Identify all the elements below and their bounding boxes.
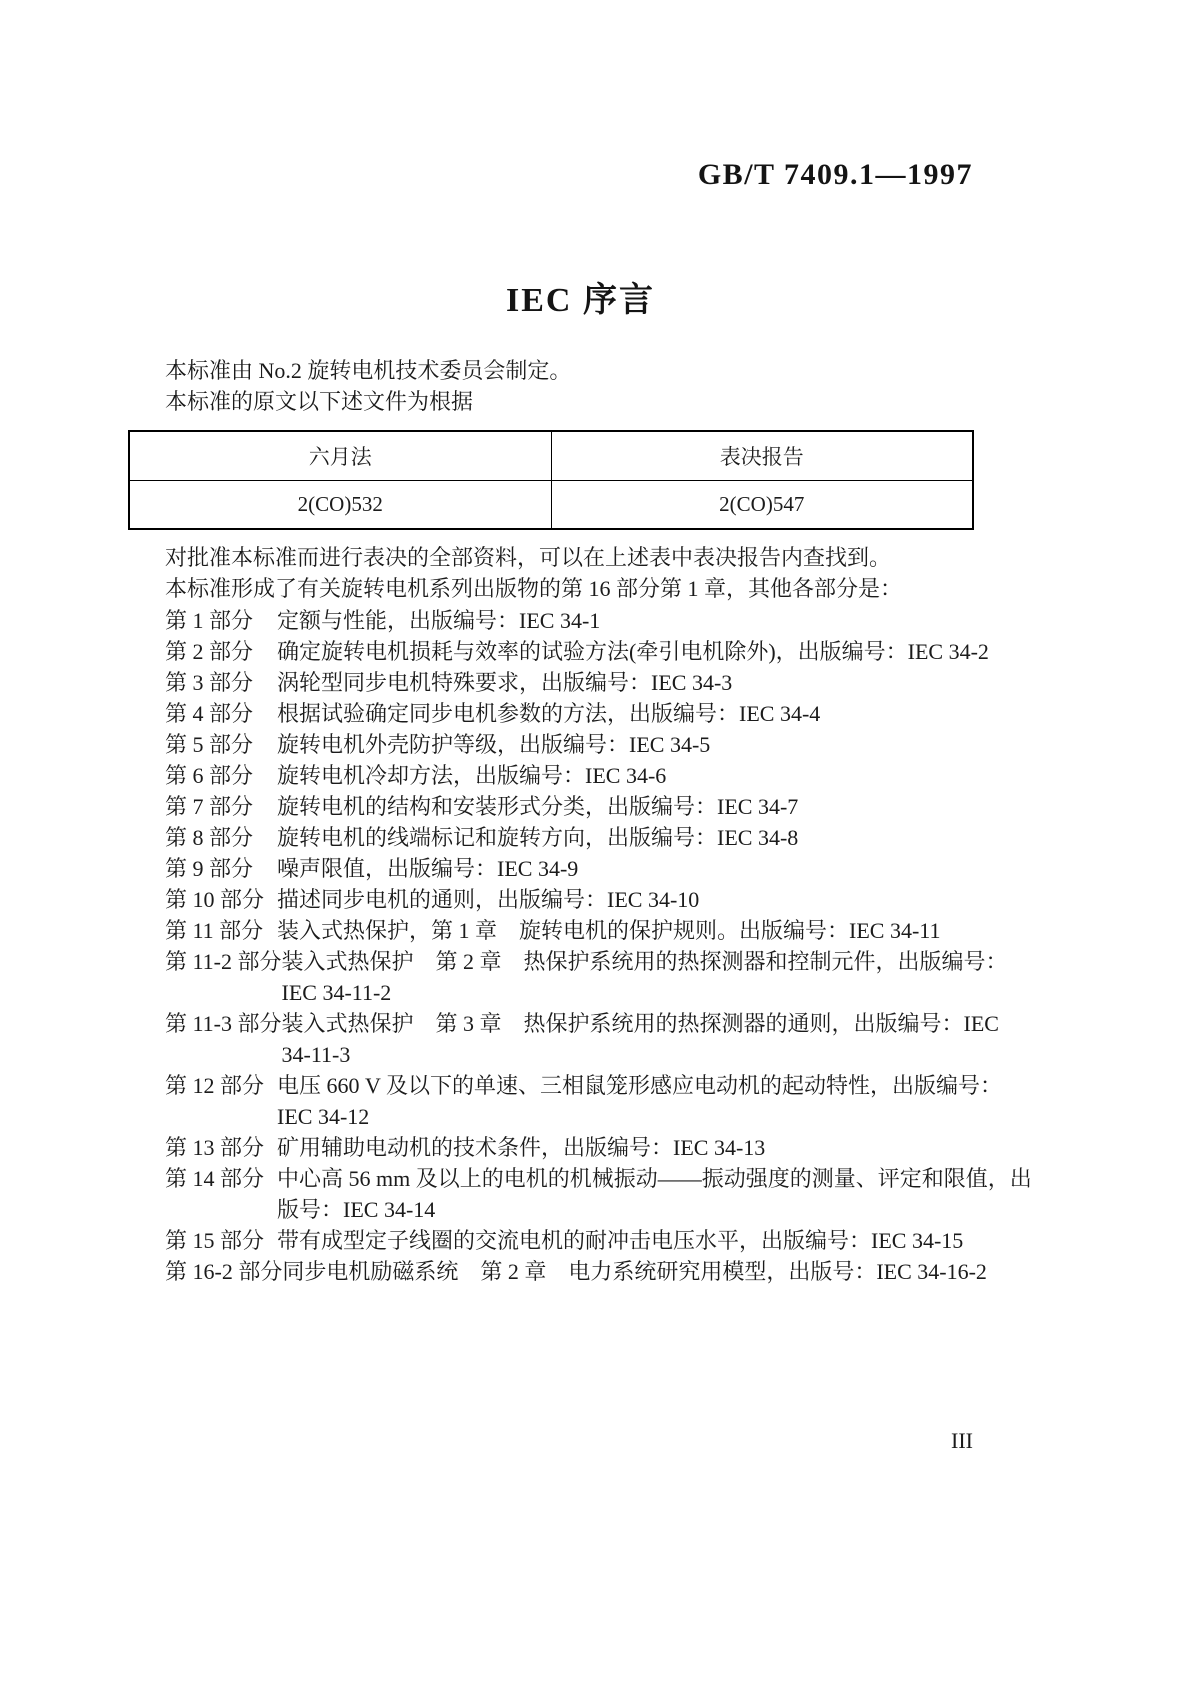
table-header-cell: 表决报告: [551, 431, 973, 480]
list-item: [128, 946, 1033, 1008]
part-text: 旋转电机的线端标记和旋转方向，出版编号：IEC 34-8: [277, 825, 799, 850]
intro-paragraph-2: 本标准的原文以下述文件为根据: [165, 389, 474, 414]
part-text: 旋转电机冷却方法，出版编号：IEC 34-6: [277, 763, 667, 788]
list-item: [128, 1132, 1033, 1163]
list-item: [128, 1008, 1033, 1070]
part-label: 第 10 部分: [165, 887, 265, 912]
part-text: 涡轮型同步电机特殊要求，出版编号：IEC 34-3: [277, 670, 733, 695]
parts-list: [128, 605, 1033, 1287]
list-item: [128, 1163, 1033, 1225]
part-label: 第 11-2 部分: [165, 949, 282, 974]
list-item: [128, 667, 1033, 698]
table-cell: 2(CO)532: [129, 480, 551, 529]
list-item: [128, 884, 1033, 915]
list-item: [128, 1070, 1033, 1132]
part-label: 第 16-2 部分: [165, 1259, 283, 1284]
list-item: [128, 1256, 1033, 1287]
part-text: 带有成型定子线圈的交流电机的耐冲击电压水平，出版编号：IEC 34-15: [277, 1228, 964, 1253]
part-label: 第 11-3 部分: [165, 1011, 282, 1036]
list-item: [128, 1225, 1033, 1256]
part-label: 第 5 部分: [165, 732, 254, 757]
part-text: 装入式热保护 第 2 章 热保护系统用的热探测器和控制元件，出版编号：IEC 34-11-2: [281, 949, 1008, 1005]
table-header-cell: 六月法: [129, 431, 551, 480]
part-text: 旋转电机的结构和安装形式分类，出版编号：IEC 34-7: [277, 794, 799, 819]
list-item: [128, 605, 1033, 636]
part-label: 第 15 部分: [165, 1228, 265, 1253]
intro-block: [128, 355, 1033, 417]
body-paragraph-1: 对批准本标准而进行表决的全部资料，可以在上述表中表决报告内查找到。: [165, 545, 892, 570]
part-text: 根据试验确定同步电机参数的方法，出版编号：IEC 34-4: [277, 701, 821, 726]
table-header-row: [129, 431, 973, 480]
part-text: 装入式热保护 第 3 章 热保护系统用的热探测器的通则，出版编号：IEC 34-11-3: [281, 1011, 999, 1067]
body-paragraph-2: 本标准形成了有关旋转电机系列出版物的第 16 部分第 1 章，其他各部分是：: [165, 576, 903, 601]
part-label: 第 2 部分: [165, 639, 254, 664]
list-item: [128, 822, 1033, 853]
part-text: 描述同步电机的通则，出版编号：IEC 34-10: [277, 887, 700, 912]
part-text: 矿用辅助电动机的技术条件，出版编号：IEC 34-13: [277, 1135, 766, 1160]
list-item: [128, 915, 1033, 946]
list-item: [128, 698, 1033, 729]
part-label: 第 6 部分: [165, 763, 254, 788]
body-paragraphs: [128, 542, 1033, 604]
part-text: 装入式热保护，第 1 章 旋转电机的保护规则。出版编号：IEC 34-11: [277, 918, 941, 943]
part-label: 第 14 部分: [165, 1166, 265, 1191]
votes-table: [128, 430, 974, 530]
part-text: 噪声限值，出版编号：IEC 34-9: [277, 856, 579, 881]
part-text: 定额与性能，出版编号：IEC 34-1: [277, 608, 601, 633]
part-label: 第 9 部分: [165, 856, 254, 881]
list-item: [128, 853, 1033, 884]
part-label: 第 7 部分: [165, 794, 254, 819]
doc-number: GB/T 7409.1—1997: [697, 158, 973, 191]
part-text: 旋转电机外壳防护等级，出版编号：IEC 34-5: [277, 732, 711, 757]
part-text: 同步电机励磁系统 第 2 章 电力系统研究用模型，出版号：IEC 34-16-2: [282, 1259, 987, 1284]
part-label: 第 3 部分: [165, 670, 254, 695]
list-item: [128, 636, 1033, 667]
part-label: 第 8 部分: [165, 825, 254, 850]
list-item: [128, 760, 1033, 791]
intro-paragraph-1: 本标准由 No.2 旋转电机技术委员会制定。: [165, 358, 572, 383]
part-label: 第 12 部分: [165, 1073, 265, 1098]
part-label: 第 13 部分: [165, 1135, 265, 1160]
part-text: 电压 660 V 及以下的单速、三相鼠笼形感应电动机的起动特性，出版编号：IEC 34-12: [277, 1073, 1002, 1129]
page-title: IEC 序言: [506, 282, 655, 319]
list-item: [128, 729, 1033, 760]
part-label: 第 4 部分: [165, 701, 254, 726]
table-row: [129, 480, 973, 529]
part-text: 中心高 56 mm 及以上的电机的机械振动——振动强度的测量、评定和限值，出版号：IEC 34-14: [277, 1166, 1032, 1222]
part-text: 确定旋转电机损耗与效率的试验方法(牵引电机除外)，出版编号：IEC 34-2: [277, 639, 989, 664]
list-item: [128, 791, 1033, 822]
page-number: III: [951, 1428, 973, 1453]
part-label: 第 1 部分: [165, 608, 254, 633]
table-cell: 2(CO)547: [551, 480, 973, 529]
part-label: 第 11 部分: [165, 918, 264, 943]
